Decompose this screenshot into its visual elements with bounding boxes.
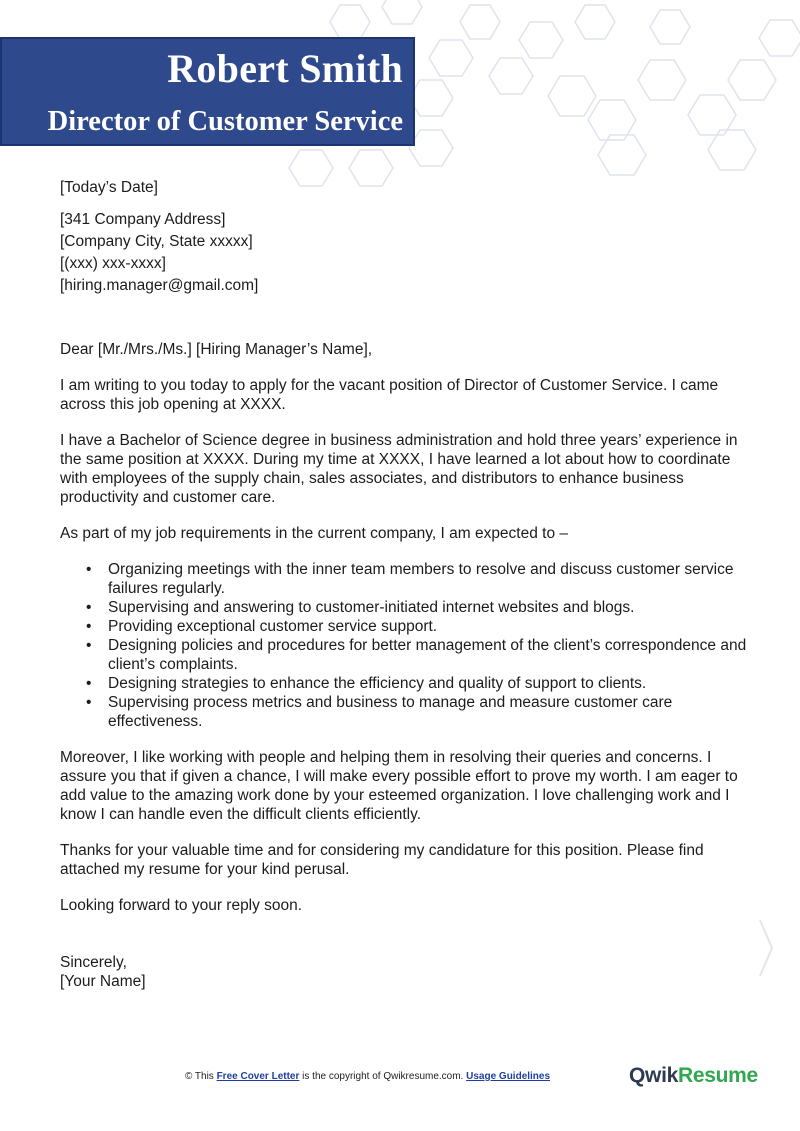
letter-body: [60, 178, 750, 991]
responsibilities-list: [60, 560, 750, 731]
signature: [Your Name]: [60, 973, 146, 990]
paragraph-closing-line: Looking forward to your reply soon.: [60, 897, 303, 914]
closing: Sincerely,: [60, 954, 127, 971]
address-line: [341 Company Address]: [60, 211, 226, 228]
recipient-address: [60, 209, 750, 297]
usage-guidelines-link[interactable]: Usage Guidelines: [466, 1071, 551, 1082]
letter-date: [Today’s Date]: [60, 179, 158, 196]
applicant-name: Robert Smith: [167, 46, 403, 91]
list-item: • Supervising process metrics and business to manage and measure customer care effectiveness.: [60, 693, 750, 731]
logo-part-resume: Resume: [677, 1064, 758, 1087]
paragraph-requirements: As part of my job requirements in the current company, I am expected to –: [60, 525, 569, 542]
salutation: Dear [Mr./Mrs./Ms.] [Hiring Manager’s Name],: [60, 341, 373, 358]
copyright-footer: [0, 1071, 735, 1082]
logo-part-qwik: Qwik: [629, 1064, 678, 1087]
list-item: • Supervising and answering to customer-initiated internet websites and blogs.: [60, 598, 750, 617]
list-item: • Designing strategies to enhance the efficiency and quality of support to clients.: [60, 674, 750, 693]
paragraph-motivation: Moreover, I like working with people and helping them in resolving their queries and concerns. I assure you that if given a chance, I will make every possible effort to prove my worth. I am eager to add value to the amazing work done by your esteemed organization. I love challenging work and I know I can handle even the difficult clients efficiently.: [60, 749, 738, 823]
chevron-right-icon: [758, 918, 776, 978]
address-line: [(xxx) xxx-xxxx]: [60, 255, 166, 272]
paragraph-experience: I have a Bachelor of Science degree in business administration and hold three years’ experience in the same position at XXXX. During my time at XXXX, I have learned a lot about how to coordinate with employees of the supply chain, sales associates, and distributors to enhance business productivity and customer care.: [60, 432, 738, 506]
job-title: Director of Customer Service: [47, 106, 403, 137]
list-item: • Providing exceptional customer service support.: [60, 617, 750, 636]
qwikresume-logo: [629, 1064, 758, 1088]
paragraph-intro: I am writing to you today to apply for the vacant position of Director of Customer Service. I came across this job opening at XXXX.: [60, 377, 719, 413]
paragraph-thanks: Thanks for your valuable time and for considering my candidature for this position. Please find attached my resume for your kind perusal.: [60, 842, 704, 878]
list-item: • Designing policies and procedures for better management of the client’s correspondence and client’s complaints.: [60, 636, 750, 674]
free-cover-letter-link[interactable]: Free Cover Letter: [216, 1071, 300, 1082]
footer-middle: is the copyright of Qwikresume.com.: [302, 1071, 464, 1082]
footer-prefix: © This: [184, 1071, 214, 1082]
address-line: [hiring.manager@gmail.com]: [60, 277, 259, 294]
header-banner: [0, 37, 415, 146]
address-line: [Company City, State xxxxx]: [60, 233, 253, 250]
list-item: • Organizing meetings with the inner team members to resolve and discuss customer service failures regularly.: [60, 560, 750, 598]
